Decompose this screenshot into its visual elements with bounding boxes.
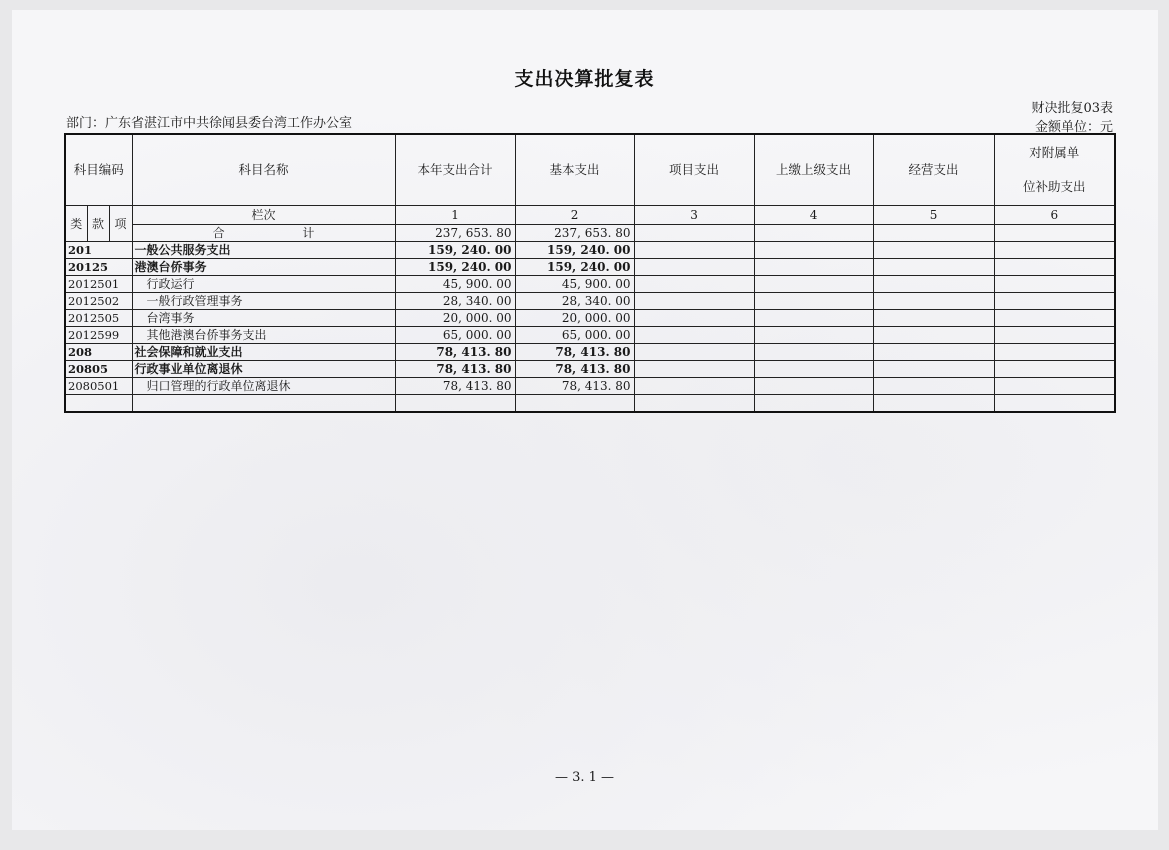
row-code: 2012502: [65, 293, 132, 310]
row-col2: 20, 000. 00: [515, 310, 634, 327]
row-code: 20125: [65, 259, 132, 276]
header-col6-line1: 对附属单: [1029, 145, 1080, 160]
row-name: 一般公共服务支出: [132, 242, 395, 259]
row-col1: 78, 413. 80: [395, 361, 515, 378]
table-row: [65, 378, 1115, 395]
row-code: 2012501: [65, 276, 132, 293]
header-kuan: 款: [87, 206, 109, 242]
header-col5: 经营支出: [873, 134, 994, 206]
table-row: [65, 293, 1115, 310]
row-name: 其他港澳台侨事务支出: [132, 327, 395, 344]
header-lei: 类: [65, 206, 87, 242]
table-row: [65, 276, 1115, 293]
header-col6-line2: 位补助支出: [1023, 179, 1086, 194]
row-col1: 78, 413. 80: [395, 344, 515, 361]
total-label: [132, 225, 395, 242]
empty-row: [65, 395, 1115, 413]
header-xiang: 项: [109, 206, 132, 242]
row-name: 台湾事务: [132, 310, 395, 327]
row-name: 归口管理的行政单位离退休: [132, 378, 395, 395]
expenditure-table-container: [64, 133, 1114, 413]
table-row: [65, 327, 1115, 344]
table-row: [65, 344, 1115, 361]
total-col2: 237, 653. 80: [515, 225, 634, 242]
row-col2: 45, 900. 00: [515, 276, 634, 293]
row-col1: 159, 240. 00: [395, 259, 515, 276]
page-number: — 3. 1 —: [554, 770, 615, 785]
row-code: 201: [65, 242, 132, 259]
header-name: 科目名称: [132, 134, 395, 206]
row-code: 2012599: [65, 327, 132, 344]
row-name: 行政运行: [132, 276, 395, 293]
col-number-3: 3: [634, 206, 754, 225]
table-row: [65, 242, 1115, 259]
header-row: [65, 134, 1115, 206]
header-col3: 项目支出: [634, 134, 754, 206]
page-title: 支出决算批复表: [514, 68, 655, 90]
row-col2: 78, 413. 80: [515, 361, 634, 378]
row-name: 社会保障和就业支出: [132, 344, 395, 361]
table-row: [65, 259, 1115, 276]
header-code: 科目编码: [65, 134, 132, 206]
header-col4: 上缴上级支出: [754, 134, 873, 206]
header-lanci: 栏次: [132, 206, 395, 225]
row-name: 一般行政管理事务: [132, 293, 395, 310]
row-col2: 159, 240. 00: [515, 242, 634, 259]
row-col1: 20, 000. 00: [395, 310, 515, 327]
col-number-1: 1: [395, 206, 515, 225]
row-col1: 45, 900. 00: [395, 276, 515, 293]
row-col1: 28, 340. 00: [395, 293, 515, 310]
total-row: [65, 225, 1115, 242]
row-code: 2080501: [65, 378, 132, 395]
row-col2: 159, 240. 00: [515, 259, 634, 276]
total-col1: 237, 653. 80: [395, 225, 515, 242]
col-number-6: 6: [994, 206, 1115, 225]
form-number: 财决批复03表: [1031, 101, 1113, 116]
row-col1: 78, 413. 80: [395, 378, 515, 395]
row-col1: 159, 240. 00: [395, 242, 515, 259]
expenditure-table: [64, 133, 1116, 413]
col-number-4: 4: [754, 206, 873, 225]
row-code: 20805: [65, 361, 132, 378]
row-name: 港澳台侨事务: [132, 259, 395, 276]
row-col2: 78, 413. 80: [515, 344, 634, 361]
row-code: 2012505: [65, 310, 132, 327]
row-col2: 65, 000. 00: [515, 327, 634, 344]
col-number-2: 2: [515, 206, 634, 225]
total-label-b: 计: [302, 226, 315, 240]
col-number-5: 5: [873, 206, 994, 225]
row-col2: 28, 340. 00: [515, 293, 634, 310]
department-label: 部门：广东省湛江市中共徐闻县委台湾工作办公室: [66, 116, 353, 131]
amount-unit: 金额单位：元: [1034, 120, 1113, 135]
row-name: 行政事业单位离退休: [132, 361, 395, 378]
column-number-row: [65, 206, 1115, 225]
total-label-a: 合: [212, 226, 225, 240]
table-row: [65, 361, 1115, 378]
row-code: 208: [65, 344, 132, 361]
row-col2: 78, 413. 80: [515, 378, 634, 395]
table-row: [65, 310, 1115, 327]
header-col2: 基本支出: [515, 134, 634, 206]
header-col6: [994, 134, 1115, 206]
header-col1: 本年支出合计: [395, 134, 515, 206]
row-col1: 65, 000. 00: [395, 327, 515, 344]
